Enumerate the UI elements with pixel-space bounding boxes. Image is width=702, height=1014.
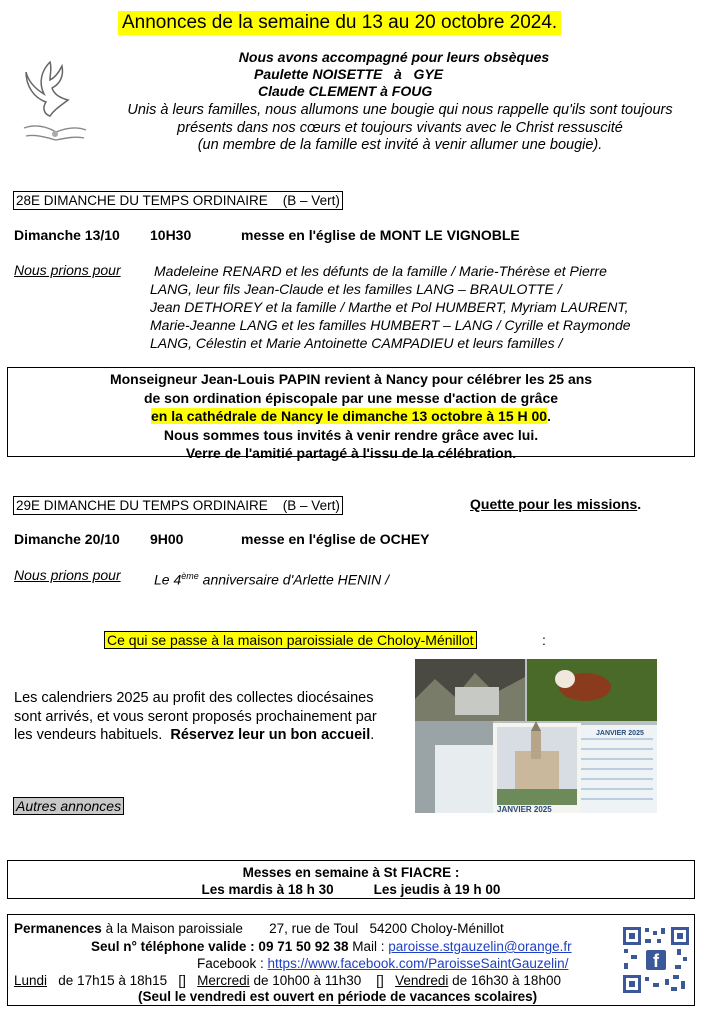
weekday-masses-box (7, 860, 695, 899)
day-label: Vendredi (395, 973, 449, 988)
pray-label: Nous prions pour (14, 262, 121, 278)
mass-time: 10H30 (150, 227, 192, 243)
pray-line: Madeleine RENARD et les défunts de la famille / Marie-Thérèse et Pierre (154, 263, 607, 279)
obituary-intro: Nous avons accompagné pour leurs obsèques (238, 49, 550, 65)
mass-place: messe en l'église de MONT LE VIGNOBLE (241, 227, 520, 243)
pray-line: LANG, leur fils Jean-Claude et les familles LANG – BRAULOTTE / (150, 281, 562, 297)
pray-line: LANG, Célestin et Marie Antoinette CAMPADIEU et leurs familles / (150, 335, 563, 351)
email-link[interactable]: paroisse.stgauzelin@orange.fr (388, 939, 572, 954)
obituary-text (100, 102, 700, 155)
papin-line: Verre de l'amitié partagé à l'issu de la célébration. (185, 445, 517, 461)
papin-highlight: en la cathédrale de Nancy le dimanche 13 octobre à 15 H 00 (151, 408, 548, 424)
qr-code-icon[interactable] (621, 925, 691, 995)
page-title: Annonces de la semaine du 13 au 20 octobre 2024. (118, 11, 561, 35)
facebook-link[interactable]: https://www.facebook.com/ParoisseSaintGauzelin/ (267, 956, 569, 971)
sunday-29-label: 29E DIMANCHE DU TEMPS ORDINAIRE (B – Vert) (13, 496, 343, 515)
pray-intention: Le 4ème anniversaire d'Arlette HENIN / (154, 571, 389, 588)
mass-date: Dimanche 13/10 (14, 227, 120, 243)
obituary-heading (104, 49, 684, 100)
mass-time: 9H00 (150, 531, 184, 547)
weekday-mass: Les mardis à 18 h 30 (201, 882, 334, 897)
day-label: Mercredi (197, 973, 250, 988)
obituary-line: (un membre de la famille est invité à venir allumer une bougie). (197, 137, 603, 153)
obituary-person: Paulette NOISETTE à GYE (254, 66, 444, 82)
holiday-note: (Seul le vendredi est ouvert en période de vacances scolaires) (138, 989, 538, 1004)
pray-line: Jean DETHOREY et la famille / Marthe et Pol HUMBERT, Myriam LAURENT, (150, 299, 629, 315)
weekday-mass: Les jeudis à 19 h 00 (373, 882, 501, 897)
svg-text:f: f (653, 951, 659, 971)
papin-line: Nous sommes tous invités à venir rendre grâce avec lui. (163, 426, 539, 443)
papin-line: en la cathédrale de Nancy le dimanche 13 octobre à 15 H 00. (151, 408, 551, 424)
obituary-line: Unis à leurs familles, nous allumons une bougie qui nous rappelle qu'ils sont toujours (127, 102, 673, 118)
permanences-box: Permanences à la Maison paroissiale 27, rue de Toul 54200 Choloy-Ménillot Seul n° téléphone valide : 09 71 50 92 38 Mail : paroisse.stgauzelin@orange.fr Facebook : https://www.facebook.com/ParoisseSaintGauzelin/ Lundi de 17h15 à 18h15 [] Mercredi de 10h00 à 11h30 [] Vendredi de 16h30 à 18h00 (Seul le vendredi est ouvert en période de vacances scolaires) (7, 914, 695, 1006)
dove-hands-icon (20, 54, 90, 150)
pray-intentions (150, 262, 695, 352)
permanences-address: à la Maison paroissiale 27, rue de Toul 54200 Choloy-Ménillot (101, 921, 504, 936)
obituary-person: Claude CLEMENT à FOUG (258, 83, 433, 99)
calendar-announcement: Les calendriers 2025 au profit des collectes diocésaines sont arrivés, et vous seront proposés prochainement par les vendeurs habituels. Réservez leur un bon accueil. (14, 690, 377, 743)
mass-place: messe en l'église de OCHEY (241, 531, 430, 547)
papin-line: Monseigneur Jean-Louis PAPIN revient à Nancy pour célébrer les 25 ans (109, 371, 593, 387)
day-label: Lundi (14, 973, 48, 988)
maison-section-title: Ce qui se passe à la maison paroissiale de Choloy-Ménillot (104, 631, 477, 649)
pray-label: Nous prions pour (14, 567, 121, 583)
quete-note: Quette pour les missions. (470, 496, 642, 512)
calendar-month-label: JANVIER 2025 (497, 805, 552, 813)
calendar-photo (415, 659, 657, 813)
papin-line: de son ordination épiscopale par une messe d'action de grâce (143, 389, 559, 406)
weekday-masses-title: Messes en semaine à St FIACRE : (242, 865, 460, 880)
calendar-month-label: JANVIER 2025 (596, 730, 644, 737)
phone-number: Seul n° téléphone valide : 09 71 50 92 38 (91, 939, 349, 954)
other-announcements-label: Autres annonces (13, 797, 124, 815)
obituary-line: présents dans nos cœurs et toujours vivants avec le Christ ressuscité (177, 119, 623, 136)
pray-line: Marie-Jeanne LANG et les familles HUMBERT – LANG / Cyrille et Raymonde (150, 317, 631, 333)
sunday-28-label: 28E DIMANCHE DU TEMPS ORDINAIRE (B – Vert) (13, 191, 343, 210)
permanences-label: Permanences (14, 921, 102, 936)
papin-announcement (7, 367, 695, 461)
mass-date: Dimanche 20/10 (14, 531, 120, 547)
